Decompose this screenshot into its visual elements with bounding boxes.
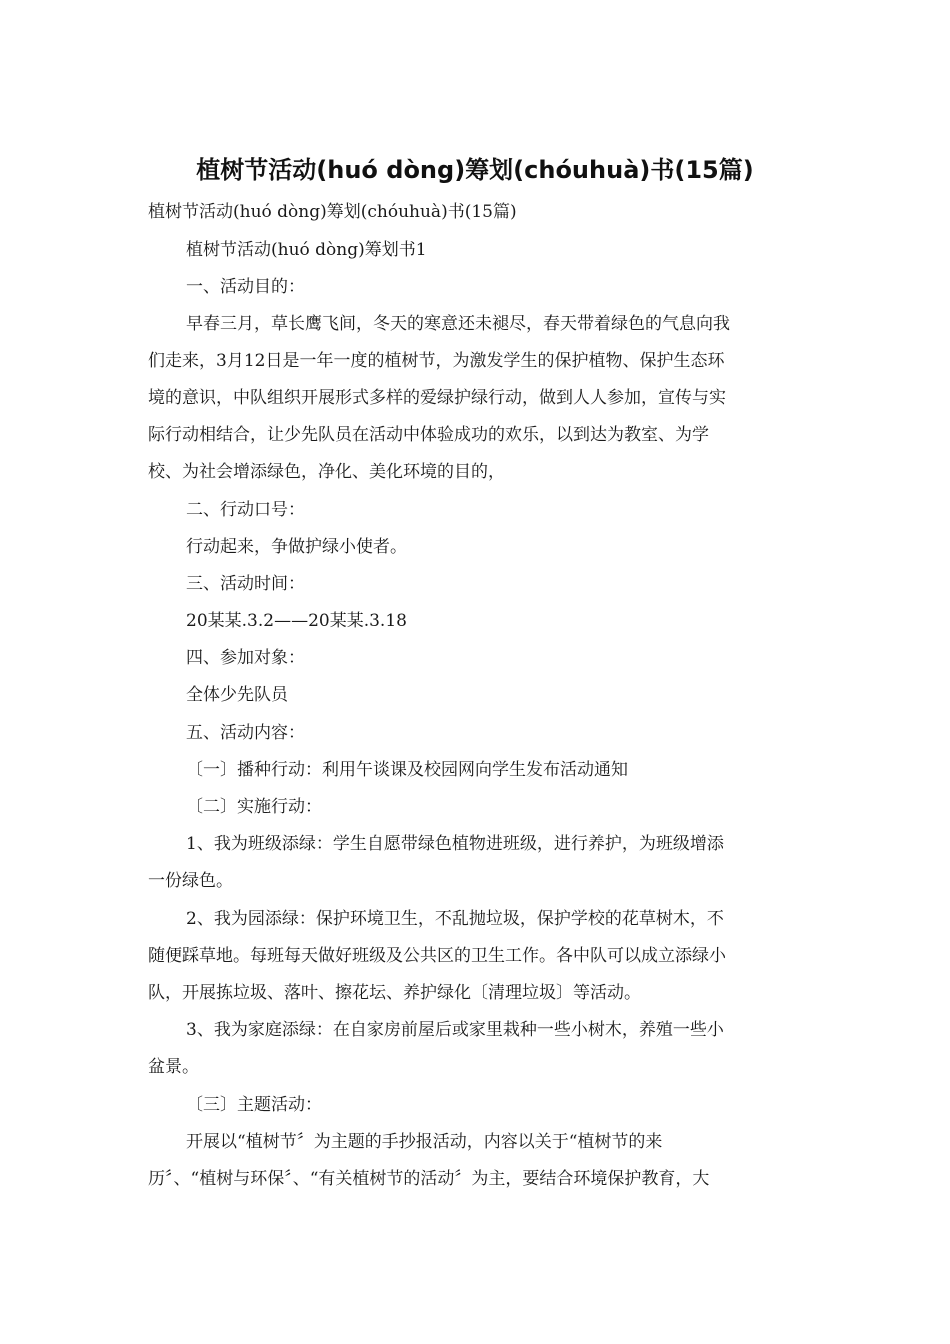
paragraph-line: 2、我为园添绿：保护环境卫生，不乱抛垃圾，保护学校的花草树木，不 <box>186 909 724 929</box>
paragraph-line: 〔三〕主题活动： <box>186 1095 322 1115</box>
paragraph-line: 全体少先队员 <box>186 685 288 705</box>
paragraph-line: 〔二〕实施行动： <box>186 797 322 817</box>
paragraph-line: 3、我为家庭添绿：在自家房前屋后或家里栽种一些小树木，养殖一些小 <box>186 1020 724 1040</box>
paragraph-line: 1、我为班级添绿：学生自愿带绿色植物进班级，进行养护，为班级增添 <box>186 834 724 854</box>
paragraph-line: 队，开展拣垃圾、落叶、擦花坛、养护绿化〔清理垃圾〕等活动。 <box>148 983 641 1003</box>
paragraph-line: 历〞、“植树与环保〞、“有关植树节的活动〞为主，要结合环境保护教育，大 <box>148 1169 710 1189</box>
paragraph-line: 校、为社会增添绿色，净化、美化环境的目的， <box>148 462 505 482</box>
paragraph-line: 〔一〕播种行动：利用午谈课及校园网向学生发布活动通知 <box>186 760 628 780</box>
section-heading: 二、行动口号： <box>186 500 305 520</box>
section-heading: 三、活动时间： <box>186 574 305 594</box>
paragraph-line: 行动起来，争做护绿小使者。 <box>186 537 407 557</box>
paragraph-line: 随便踩草地。每班每天做好班级及公共区的卫生工作。各中队可以成立添绿小 <box>148 946 726 966</box>
document-title: 植树节活动(huó dòng)筹划(chóuhuà)书(15篇) <box>196 156 754 184</box>
paragraph-line: 境的意识，中队组织开展形式多样的爱绿护绿行动，做到人人参加，宣传与实 <box>148 388 726 408</box>
subtitle-line: 植树节活动(huó dòng)筹划(chóuhuà)书(15篇) <box>148 202 517 222</box>
paragraph-line: 开展以“植树节〞为主题的手抄报活动，内容以关于“植树节的来 <box>186 1132 663 1152</box>
paragraph-line: 盆景。 <box>148 1057 199 1077</box>
section-heading: 植树节活动(huó dòng)筹划书1 <box>186 240 427 260</box>
section-heading: 一、活动目的： <box>186 277 305 297</box>
paragraph-line: 一份绿色。 <box>148 871 233 891</box>
paragraph-line: 早春三月，草长鹰飞间，冬天的寒意还未褪尽，春天带着绿色的气息向我 <box>186 314 730 334</box>
paragraph-line: 们走来，3月12日是一年一度的植树节，为激发学生的保护植物、保护生态环 <box>148 351 725 371</box>
paragraph-line: 际行动相结合，让少先队员在活动中体验成功的欢乐，以到达为教室、为学 <box>148 425 709 445</box>
section-heading: 五、活动内容： <box>186 723 305 743</box>
paragraph-line: 20某某.3.2——20某某.3.18 <box>186 611 407 631</box>
section-heading: 四、参加对象： <box>186 648 305 668</box>
